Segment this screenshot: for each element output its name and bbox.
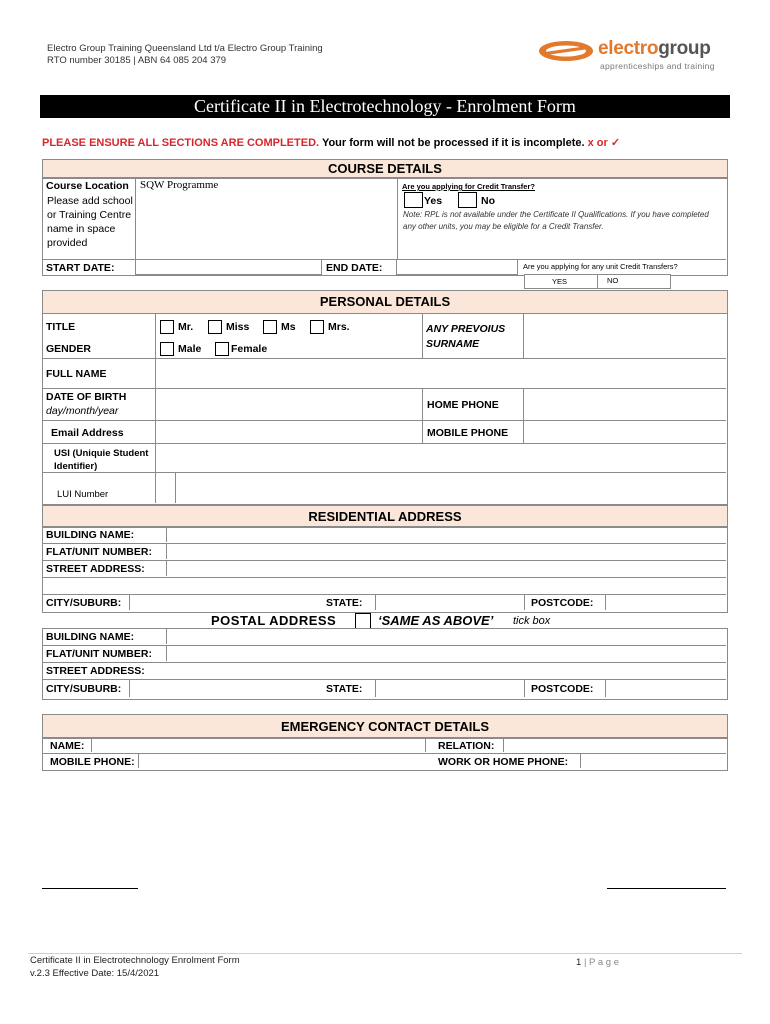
emergency-mobile-input[interactable]	[138, 754, 425, 768]
page-number: 1	[576, 957, 582, 968]
signature-line-left	[42, 888, 138, 889]
unit-credit-no-label: NO	[607, 276, 619, 285]
unit-credit-yes-label: YES	[552, 277, 568, 286]
post-state-label: STATE:	[326, 683, 363, 695]
org-name: Electro Group Training Queensland Ltd t/a Electro Group Training	[47, 43, 323, 54]
same-as-above-checkbox[interactable]	[355, 613, 371, 629]
emergency-mobile-label: MOBILE PHONE:	[50, 756, 135, 768]
male-label: Male	[178, 343, 202, 355]
post-postcode-label: POSTCODE:	[531, 683, 594, 695]
course-location-note: Please add school or Training Centre name in space provided	[47, 195, 133, 249]
org-registration: RTO number 30185 | ABN 64 085 204 379	[47, 55, 227, 66]
unit-credit-question: Are you applying for any unit Credit Transfers?	[523, 262, 678, 271]
page-word: | P a g e	[583, 957, 619, 968]
female-label: Female	[231, 343, 268, 355]
residential-address-heading: RESIDENTIAL ADDRESS	[42, 505, 728, 528]
dob-format: day/month/year	[46, 405, 119, 417]
res-city-label: CITY/SUBURB:	[46, 597, 122, 609]
res-building-input[interactable]	[166, 527, 726, 542]
footer-page-number	[576, 957, 619, 968]
credit-no-checkbox[interactable]	[458, 192, 477, 208]
completion-warning	[42, 136, 620, 149]
post-street-input[interactable]	[143, 663, 725, 678]
post-postcode-input[interactable]	[605, 680, 726, 697]
res-postcode-input[interactable]	[605, 595, 726, 610]
post-flat-label: FLAT/UNIT NUMBER:	[46, 648, 152, 660]
post-building-input[interactable]	[166, 629, 726, 644]
mobile-phone-label: MOBILE PHONE	[427, 427, 509, 439]
lui-label: LUI Number	[57, 489, 109, 500]
credit-transfer-question: Are you applying for Credit Transfer?	[402, 182, 535, 191]
email-input[interactable]	[156, 421, 421, 442]
emergency-relation-input[interactable]	[503, 738, 726, 752]
usi-input[interactable]	[156, 444, 725, 471]
start-date-input[interactable]	[135, 259, 322, 275]
warning-marks: x or ✓	[587, 137, 621, 149]
postal-address-heading: POSTAL ADDRESS	[211, 613, 337, 628]
mrs-label: Mrs.	[328, 321, 350, 333]
mobile-phone-input[interactable]	[524, 421, 725, 442]
usi-label: USI (Uniquie Student Identifier)	[54, 448, 149, 472]
form-title: Certificate II in Electrotechnology - Enrolment Form	[40, 95, 730, 118]
post-city-label: CITY/SUBURB:	[46, 683, 122, 695]
dob-input[interactable]	[156, 389, 421, 419]
mr-checkbox[interactable]	[160, 320, 174, 334]
emergency-work-phone-input[interactable]	[580, 754, 726, 768]
res-postcode-label: POSTCODE:	[531, 597, 594, 609]
email-label: Email Address	[51, 427, 124, 439]
post-building-label: BUILDING NAME:	[46, 631, 135, 643]
title-label: TITLE	[46, 321, 76, 333]
previous-surname-input[interactable]	[524, 314, 725, 357]
res-city-input[interactable]	[129, 595, 322, 610]
lui-input[interactable]	[176, 473, 725, 502]
rpl-note: Note: RPL is not available under the Certificate II Qualifications. If you have completed any other units, you may be eligible for a Credit Transfer.	[403, 210, 709, 231]
res-state-input[interactable]	[375, 595, 525, 610]
male-checkbox[interactable]	[160, 342, 174, 356]
electrogroup-logo	[538, 38, 728, 74]
female-checkbox[interactable]	[215, 342, 229, 356]
emergency-name-input[interactable]	[91, 738, 426, 752]
personal-details-heading: PERSONAL DETAILS	[42, 290, 728, 314]
home-phone-input[interactable]	[524, 389, 725, 419]
res-street-label: STREET ADDRESS:	[46, 563, 145, 575]
ms-checkbox[interactable]	[263, 320, 277, 334]
res-state-label: STATE:	[326, 597, 363, 609]
emergency-contact-heading: EMERGENCY CONTACT DETAILS	[42, 714, 728, 739]
post-state-input[interactable]	[375, 680, 525, 697]
mrs-checkbox[interactable]	[310, 320, 324, 334]
gender-label: GENDER	[46, 343, 91, 355]
emergency-relation-label: RELATION:	[438, 740, 495, 752]
logo-text-electro: electro	[598, 38, 659, 59]
logo-tagline: apprenticeships and training	[600, 61, 715, 71]
previous-surname-label: ANY PREVOIUS SURNAME	[426, 323, 506, 350]
tick-box-label: tick box	[513, 615, 551, 627]
course-location-input[interactable]: SQW Programme	[140, 179, 219, 191]
ms-label: Ms	[281, 321, 296, 333]
warning-black-text: Your form will not be processed if it is incomplete.	[321, 137, 585, 149]
end-date-input[interactable]	[396, 259, 518, 275]
post-street-label: STREET ADDRESS:	[46, 665, 145, 677]
post-flat-input[interactable]	[166, 646, 726, 661]
mr-label: Mr.	[178, 321, 194, 333]
emergency-name-label: NAME:	[50, 740, 85, 752]
full-name-label: FULL NAME	[46, 368, 107, 380]
emergency-work-phone-label: WORK OR HOME PHONE:	[438, 756, 569, 768]
credit-yes-label: Yes	[424, 195, 443, 207]
footer-version: v.2.3 Effective Date: 15/4/2021	[30, 968, 160, 979]
full-name-input[interactable]	[156, 359, 725, 387]
res-building-label: BUILDING NAME:	[46, 529, 135, 541]
signature-line-right	[607, 888, 726, 889]
credit-no-label: No	[481, 195, 495, 207]
res-street-line2-input[interactable]	[43, 578, 725, 593]
footer-divider	[28, 953, 742, 954]
miss-checkbox[interactable]	[208, 320, 222, 334]
logo-text-group: group	[658, 38, 711, 59]
credit-yes-checkbox[interactable]	[404, 192, 423, 208]
res-flat-label: FLAT/UNIT NUMBER:	[46, 546, 152, 558]
res-street-input[interactable]	[166, 561, 726, 576]
footer-form-name: Certificate II in Electrotechnology Enrolment Form	[30, 955, 240, 966]
post-city-input[interactable]	[129, 680, 322, 697]
start-date-label: START DATE:	[46, 262, 115, 274]
course-location-label: Course Location	[46, 180, 129, 192]
logo-swoosh-icon	[538, 39, 594, 63]
miss-label: Miss	[226, 321, 250, 333]
warning-red-text: PLEASE ENSURE ALL SECTIONS ARE COMPLETED.	[42, 137, 320, 149]
course-details-heading: COURSE DETAILS	[42, 159, 728, 179]
same-as-above-label: ‘SAME AS ABOVE’	[378, 613, 494, 628]
home-phone-label: HOME PHONE	[427, 399, 499, 411]
res-flat-input[interactable]	[166, 544, 726, 559]
end-date-label: END DATE:	[326, 262, 383, 274]
dob-label: DATE OF BIRTH	[46, 391, 127, 403]
